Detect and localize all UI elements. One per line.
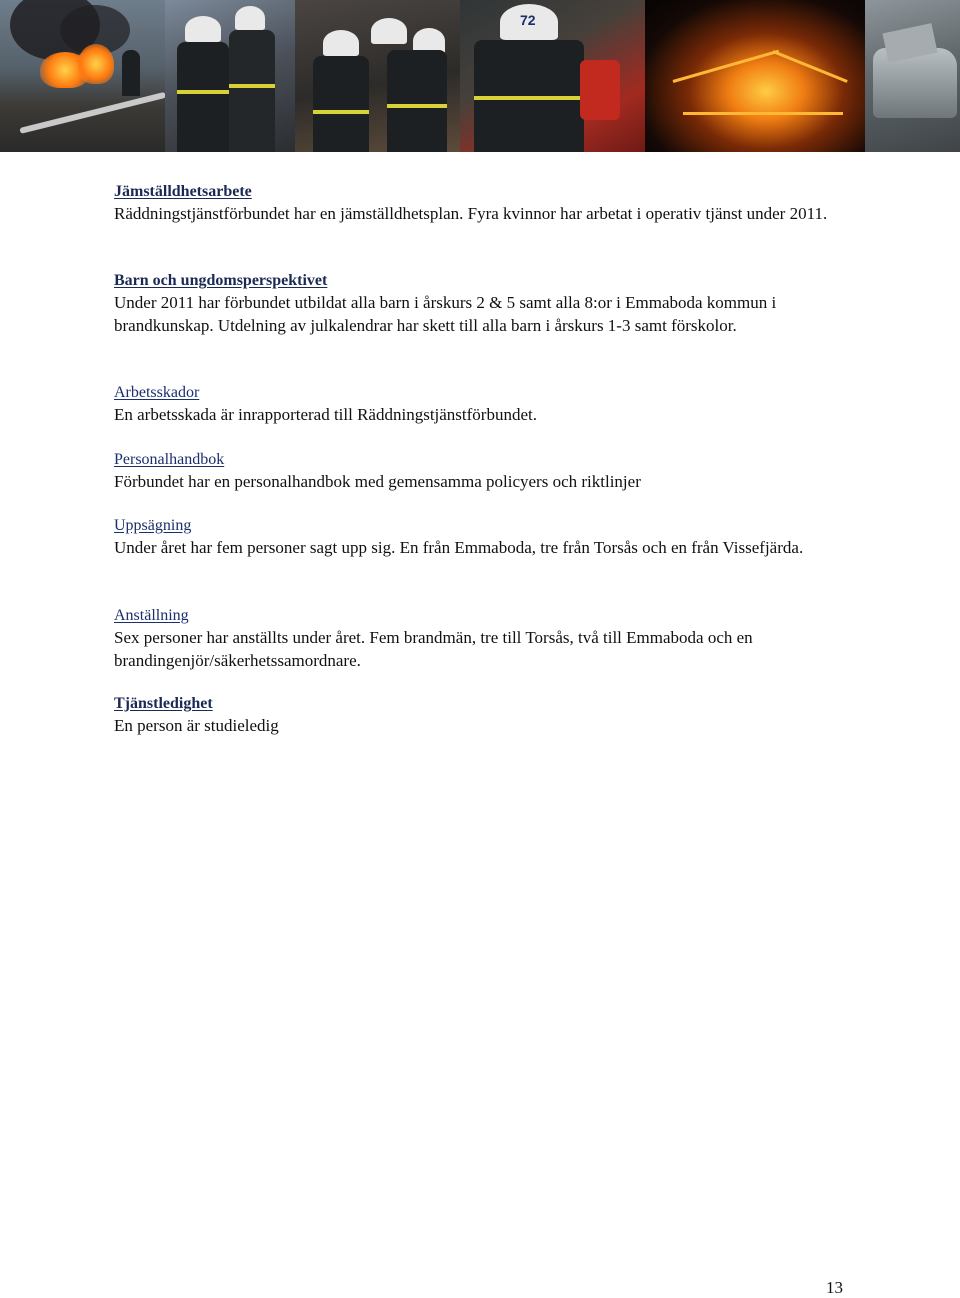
section-heading: Arbetsskador bbox=[114, 384, 200, 401]
section-arbetsskador bbox=[114, 382, 854, 427]
helmet-number: 72 bbox=[520, 12, 536, 28]
firefighters-with-child-photo bbox=[165, 0, 295, 152]
section-heading: Anställning bbox=[114, 607, 189, 624]
burning-house-photo bbox=[645, 0, 865, 152]
section-heading: Uppsägning bbox=[114, 517, 192, 534]
page-number: 13 bbox=[826, 1278, 843, 1297]
section-heading: Barn och ungdomsperspektivet bbox=[114, 272, 328, 289]
section-anstallning bbox=[114, 605, 854, 672]
section-heading: Jämställdhetsarbete bbox=[114, 183, 252, 200]
section-uppsagning bbox=[114, 515, 854, 560]
firefighter-with-cutter-photo bbox=[460, 0, 645, 152]
section-text: Sex personer har anställts under året. Fem brandmän, tre till Torsås, två till Emmaboda och en brandingenjör/säkerhetssamordnare. bbox=[114, 628, 753, 670]
section-text: En person är studieledig bbox=[114, 716, 279, 735]
rescue-training-photo bbox=[295, 0, 460, 152]
burning-car-photo bbox=[0, 0, 165, 152]
section-jamstalldhetsarbete bbox=[114, 181, 854, 226]
section-text: Under 2011 har förbundet utbildat alla barn i årskurs 2 & 5 samt alla 8:or i Emmaboda kommun i brandkunskap. Utdelning av julkalendrar har skett till alla barn i årskurs 1-3 samt förskolor. bbox=[114, 293, 777, 335]
section-barn-och-ungdomsperspektivet bbox=[114, 270, 854, 337]
section-text: Förbundet har en personalhandbok med gemensamma policyers och riktlinjer bbox=[114, 472, 641, 491]
section-heading: Personalhandbok bbox=[114, 451, 225, 468]
section-text: Räddningstjänstförbundet har en jämställdhetsplan. Fyra kvinnor har arbetat i operativ tjänst under 2011. bbox=[114, 204, 828, 223]
crashed-car-photo bbox=[865, 0, 960, 152]
section-text: En arbetsskada är inrapporterad till Räddningstjänstförbundet. bbox=[114, 405, 537, 424]
section-heading: Tjänstledighet bbox=[114, 695, 213, 712]
header-photo-banner bbox=[0, 0, 960, 152]
section-text: Under året har fem personer sagt upp sig. En från Emmaboda, tre från Torsås och en från Vissefjärda. bbox=[114, 538, 804, 557]
section-personalhandbok bbox=[114, 449, 854, 494]
section-tjanstledighet bbox=[114, 693, 854, 738]
